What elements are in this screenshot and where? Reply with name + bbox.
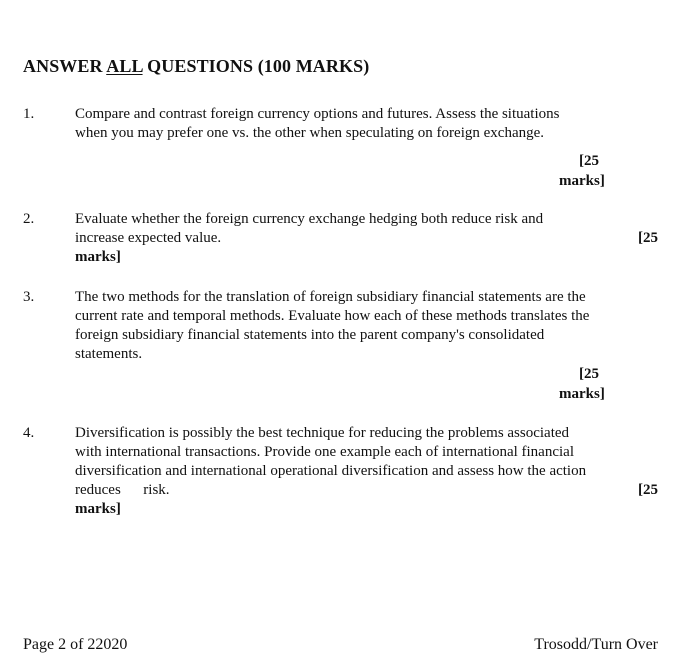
question-line: current rate and temporal methods. Evaluate how each of these methods translates the: [75, 308, 590, 324]
question-text: [75, 288, 658, 364]
question-text: [75, 210, 658, 267]
page-number: Page 2 of 22020: [23, 636, 128, 653]
question-number: 2.: [23, 211, 35, 227]
page-heading: ANSWER ALL QUESTIONS (100 MARKS): [23, 56, 370, 76]
question-line: Diversification is possibly the best technique for reducing the problems associated: [75, 425, 570, 441]
question-line: statements.: [75, 346, 143, 362]
heading-underlined-word: ALL: [106, 56, 143, 76]
question-number: 1.: [23, 106, 35, 122]
question-line: reduces risk.: [75, 482, 170, 498]
question-text: [75, 424, 658, 519]
turn-over-label: Trosodd/Turn Over: [534, 636, 658, 653]
question-text: [75, 105, 658, 143]
question-line: foreign subsidiary financial statements into the parent company's consolidated: [75, 327, 545, 343]
question-line: The two methods for the translation of foreign subsidiary financial statements are the: [75, 289, 586, 305]
marks-close: marks]: [75, 501, 121, 517]
question-line: Compare and contrast foreign currency options and futures. Assess the situations: [75, 106, 560, 122]
question-line: diversification and international operational diversification and assess how the action: [75, 463, 587, 479]
marks-label: [25 marks]: [559, 366, 605, 402]
marks-open: [25: [638, 230, 658, 246]
question-line: Evaluate whether the foreign currency exchange hedging both reduce risk and: [75, 211, 544, 227]
marks-close: marks]: [75, 249, 121, 265]
question-number: 4.: [23, 425, 35, 441]
question-line: when you may prefer one vs. the other when speculating on foreign exchange.: [75, 125, 545, 141]
question-number: 3.: [23, 289, 35, 305]
marks-open: [25: [638, 482, 658, 498]
marks-label: [25 marks]: [559, 153, 605, 189]
question-line: with international transactions. Provide one example each of international financial: [75, 444, 574, 460]
question-line: increase expected value.: [75, 230, 222, 246]
